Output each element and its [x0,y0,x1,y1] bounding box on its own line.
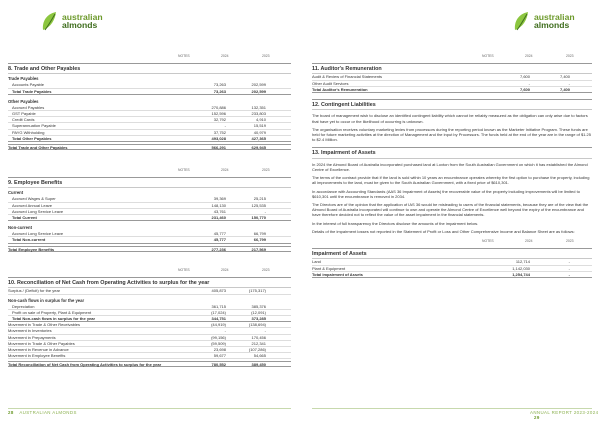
table-row: Accrued Annual Leave 148,130 125,535 [8,203,291,209]
brand-line-1: australian [62,11,103,22]
footer-text: ANNUAL REPORT 2023-2024 [530,410,599,415]
paragraph: The Directors are of the opinion that the application of IAS 36 would be misleading to users of the financial statements, because they are of the view that the Almond Board of Australia incorporated will continue to own and operate the Almond Centre of Excellence well beyond the expiry of the encumbrance and have therefore decided not to reflect the value of the asset impairment in the financial statements. [312,201,589,218]
section-title-13: 13. Impairment of Assets [312,147,592,158]
subheading: Trade Payables [8,76,39,82]
subtotal-row: Total Trade Payables 73,263 202,599 [8,89,291,95]
left-column-s10 [8,268,291,367]
column-header: NOTES 2024 2023 [482,54,574,58]
table-row: Depreciation 361,715 385,376 [8,304,291,310]
subtotal-row: Total Non-cash flows in surplus for the year 344,751 373,285 [8,316,291,322]
page-number: 29 [534,415,540,420]
brand-logo-left [40,10,103,32]
left-column-s9 [8,168,291,252]
paragraph: In 2024 the Almond Board of Australia incorporated purchased land at Loxton from the South Australian Government on which it has established the Almond Centre of Excellence. [312,161,588,172]
paragraph: In accordance with Accounting Standards (AAS 36 Impairment of Assets) the recoverable value of the property including improvements will be limited to $610,301 until the encumbrance is removed in 2034. [312,188,580,199]
table-row: Land 112,714 - [312,259,592,265]
table-row: GST Payable 152,596 233,803 [8,111,291,117]
footer-divider [8,408,291,409]
brand-line-2: almonds [62,20,98,30]
brand-line-2: almonds [534,20,570,30]
table-row: Plant & Equipment 1,142,030 - [312,266,592,272]
table-row: Accrued Long Service Leave 45,777 66,799 [8,231,291,237]
right-page [300,0,600,424]
paragraph: The organisation receives voluntary marketing levies from processors during the reporting period known as the Marketer Initiative Program. These funds are held for future marketing activities at the direction of Management and the input by Processors. The funds held at the end of the year are in the range of $1.25 to $2.4 Million. [312,126,591,143]
footer-right [530,410,600,420]
paragraph: The board of management wish to disclose an identified contingent liability which cannot be reliably measured as the obligation can only arise due to factors that have yet to occur or the likelihood of occurring is unknown. [312,113,588,124]
table-row: Accrued Payables 270,886 132,351 [8,105,291,111]
table-row: Audit & Review of Financial Statements 7,600 7,400 [312,74,592,80]
total-row: Total impairment of Assets 1,254,744 - [312,272,592,278]
footer-divider [312,408,592,409]
table-row: Movement in Revenue in Advance 23,698 (107,286) [8,347,291,353]
total-row: Total Reconciliation of Net Cash from Operating Activities to surplus for the year 780,552 389,450 [8,361,291,367]
subtotal-row: Total Other Payables 493,028 427,365 [8,136,291,142]
table-row: Other Audit Services - - [312,81,592,87]
table-row: Accrued Long Service Leave 43,761 - [8,209,291,215]
subheading: Other Payables [8,98,39,104]
section-title-10: 10. Reconciliation of Net Cash from Operating Activities to surplus for the year [8,277,291,288]
impairment-table-heading: Impairment of Assets [312,248,592,259]
section-title-11: 11. Auditor's Remuneration [312,63,592,74]
table-row: Profit on sale of Property, Plant & Equipment (17,024) (12,091) [8,310,291,316]
total-row: Total Auditor's Remuneration 7,600 7,400 [312,87,592,93]
subtotal-row: Total Non-current 45,777 66,799 [8,237,291,243]
subheading: Non-current [8,225,32,231]
table-row: Movement in Trade & Other Payables (59,509) 212,341 [8,341,291,347]
table-row: Movement in Trade & Other Receivables (44,919) (138,694) [8,322,291,328]
almond-leaf-icon [40,10,60,32]
column-header: NOTES 2024 2023 [178,168,270,172]
brand-line-1: australian [534,11,575,22]
table-row: Movement in Inventories - - [8,328,291,334]
section-title-8: 8. Trade and Other Payables [8,63,291,74]
brand-logo [512,10,575,32]
column-header: NOTES 2024 2023 [178,54,270,58]
total-row: Total Employee Benefits 277,236 217,569 [8,246,291,252]
subheading: Non-cash flows in surplus for the year [8,297,85,303]
paragraph: The terms of the contract provide that if the land is sold within 10 years an encumbrance operates whereby the first option to purchase the property, including all improvements to the land, must be given to the South Australian Government, with a fixed price of $610,301. [312,175,590,186]
table-row: Superannuation Payable - 15,519 [8,123,291,129]
footer-text: AUSTRALIAN ALMONDS [19,410,77,415]
section-title-12: 12. Contingent Liabilities [312,99,592,110]
section-title-9: 9. Employee Benefits [8,177,291,188]
table-row: Movement in Prepayments (99,156) 170,456 [8,335,291,341]
page-number: 28 [8,410,14,415]
table-row: Accrued Wages & Super 39,369 25,215 [8,196,291,202]
table-row: Surplus / (Deficit) for the year 405,873 (175,317) [8,288,291,294]
paragraph: In the interest of full transparency the Directors disclose the amounts of the impairment below. [312,220,479,226]
subtotal-row: Total Current 231,460 150,770 [8,215,291,221]
column-header: NOTES 2024 2023 [482,238,574,243]
table-row: PAYG Withholding 37,752 40,979 [8,130,291,136]
left-column [8,54,291,150]
table-row: Accounts Payable 73,263 202,599 [8,82,291,88]
table-row: Credit Cards 32,792 4,910 [8,117,291,123]
footer-left [8,410,77,415]
table-row: Movement in Employee Benefits 59,677 54,665 [8,353,291,359]
right-column [312,54,592,278]
paragraph: Details of the impairment losses not reported in the Statement of Profit or Loss and Other Comprehensive Income and Balance Sheet are as follows: [312,228,575,234]
column-header: NOTES 2024 2023 [178,268,270,272]
total-row: Total Trade and Other Payables 566,291 629,945 [8,144,291,150]
subheading: Current [8,190,24,196]
almond-leaf-icon [512,10,532,32]
